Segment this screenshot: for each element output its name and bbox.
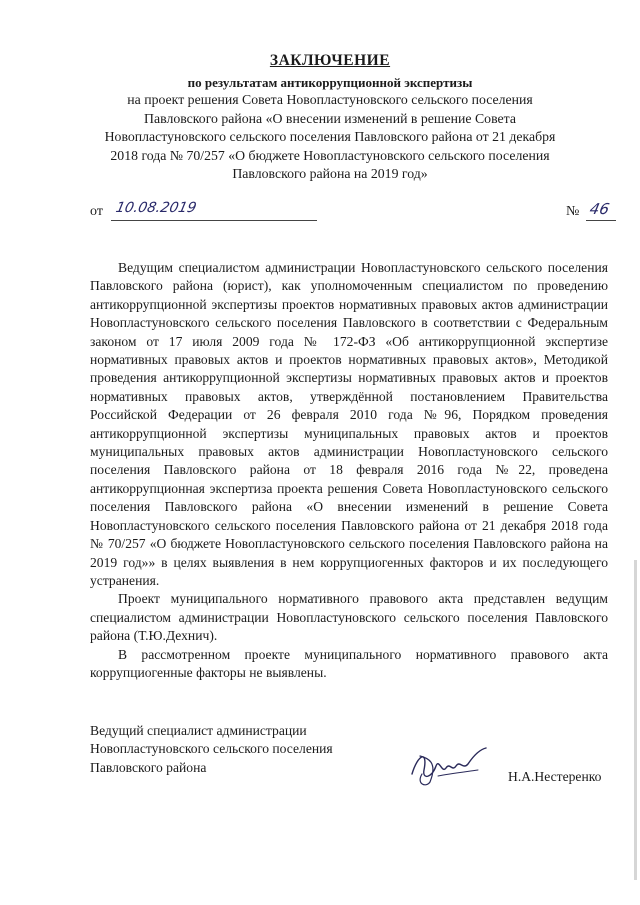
project-line: 2018 года № 70/257 «О бюджете Новопластуновского сельского поселения: [110, 147, 550, 163]
position-line: Новопластуновского сельского поселения: [90, 741, 333, 757]
date-underline: [111, 220, 317, 221]
handwritten-signature: [408, 744, 490, 788]
document-body: [90, 259, 608, 682]
handwritten-number: 46: [588, 200, 612, 218]
position-line: Ведущий специалист администрации: [90, 723, 307, 738]
body-paragraph: Проект муниципального нормативного правового акта представлен ведущим специалистом администрации Новопластуновского сельского поселения Павловского района (Т.Ю.Дехнич).: [90, 591, 608, 644]
body-paragraph: В рассмотренном проекте муниципального нормативного правового акта коррупциогенные факторы не выявлены.: [90, 646, 608, 680]
project-line: Новопластуновского сельского поселения Павловского района от 21 декабря: [104, 129, 556, 144]
position-line: Павловского района: [90, 759, 207, 775]
signatory-name: Н.А.Нестеренко: [508, 769, 602, 784]
document-header: [60, 52, 600, 184]
signature-block: [90, 722, 620, 802]
number-prefix: №: [566, 204, 580, 219]
body-paragraph: Ведущим специалистом администрации Новопластуновского сельского поселения Павловского района (юрист), как уполномоченным специалистом по проведению антикоррупционной экспертизы проектов нормативных правовых актов администрации Новопластуновского сельского поселения Павловского в соответствии с Федеральным законом от 17 июля 2009 года № 172-ФЗ «Об антикоррупционной экспертизе нормативных правовых актов и проектов нормативных правовых актов», Методикой проведения антикоррупционной экспертизы нормативных правовых актов и проектов нормативных правовых актов, утверждённой постановлением Правительства Российской Федерации от 26 февраля 2010 года №96, Порядком проведения антикоррупционной экспертизы муниципальных правовых актов и проектов муниципальных правовых актов администрации Новопластуновского сельского поселения Павловского района от 18 февраля 2016 года №22, проведена антикоррупционная экспертиза проекта решения Совета Новопластуновского сельского поселения Павловского района «О внесении изменений в решение Совета Новопластуновского сельского поселения Павловского района от 21 декабря 2018 года № 70/257 «О бюджете Новопластуновского сельского поселения Павловского района на 2019 год»» в целях выявления в нем коррупциогенных факторов и их последующего устранения.: [90, 260, 608, 588]
project-line: Павловского района на 2019 год»: [232, 166, 428, 181]
date-number-row: [90, 200, 620, 224]
scan-edge: [634, 560, 637, 880]
signatory-position: [90, 722, 333, 777]
date-prefix: от: [90, 204, 103, 219]
number-underline: [586, 220, 616, 221]
handwritten-date: 10.08.2019: [114, 200, 198, 216]
document-subtitle: по результатам антикоррупционной экспертизы: [187, 75, 473, 90]
project-line: на проект решения Совета Новопластуновского сельского поселения: [127, 92, 533, 107]
document-title: ЗАКЛЮЧЕНИЕ: [269, 52, 391, 69]
project-line: Павловского района «О внесении изменений в решение Совета: [144, 110, 516, 126]
